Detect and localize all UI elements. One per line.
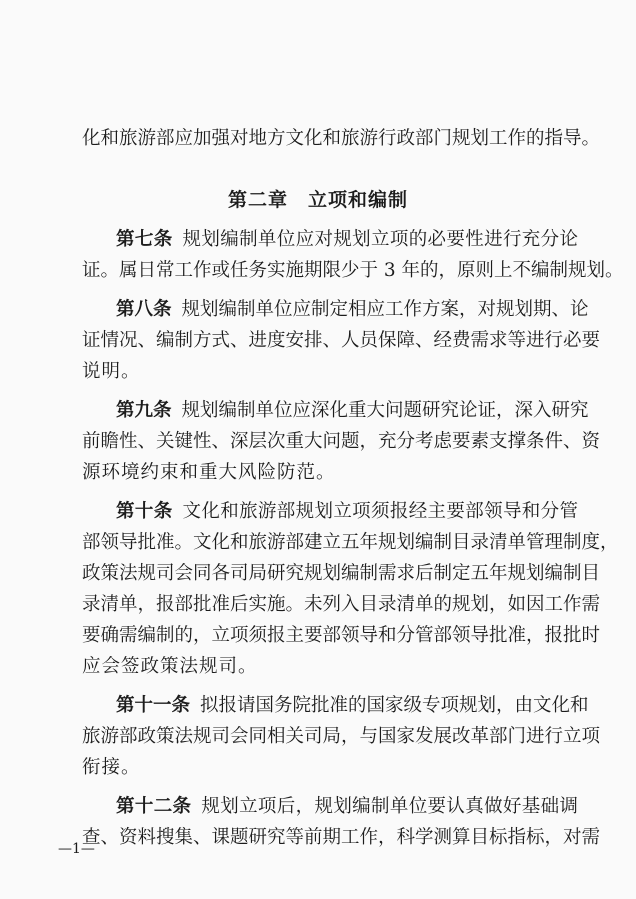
article-8-line-2: 证情况、编制方式、进度安排、人员保障、经费需求等进行必要	[82, 330, 601, 351]
article-10-number: 第十条	[116, 501, 173, 522]
article-10-line-5: 要确需编制的，立项须报主要部领导和分管部领导批准，报批时	[82, 625, 601, 646]
article-11-line-2: 旅游部政策法规司会同相关司局，与国家发展改革部门进行立项	[82, 726, 601, 747]
article-10-line-4: 录清单，报部批准后实施。未列入目录清单的规划，如因工作需	[82, 594, 601, 615]
article-7-line-2: 证。属日常工作或任务实施期限少于 3 年的，原则上不编制规划。	[82, 260, 624, 281]
article-9-line-1: 第九条 规划编制单位应深化重大问题研究论证，深入研究	[116, 400, 589, 421]
article-10-line-3: 政策法规司会同各司局研究规划编制需求后制定五年规划编制目	[82, 563, 601, 584]
chapter-title: 第二章 立项和编制	[227, 189, 408, 211]
article-7-number: 第七条	[116, 229, 173, 250]
article-12-line-1: 第十二条 规划立项后，规划编制单位要认真做好基础调	[116, 796, 578, 817]
article-9-line-3: 源环境约束和重大风险防范。	[82, 462, 336, 483]
article-8-line-1: 第八条 规划编制单位应制定相应工作方案，对规划期、论	[116, 299, 589, 320]
article-9-number: 第九条	[116, 400, 172, 421]
article-12-number: 第十二条	[116, 796, 192, 817]
article-10-line-2: 部领导批准。文化和旅游部建立五年规划编制目录清单管理制度，	[82, 532, 619, 553]
article-11-number: 第十一条	[116, 695, 191, 716]
article-10-line-6: 应会签政策法规司。	[82, 656, 258, 677]
article-8-number: 第八条	[116, 299, 172, 320]
article-8-line-3: 说明。	[82, 361, 141, 382]
article-7-line-1: 第七条 规划编制单位应对规划立项的必要性进行充分论	[116, 229, 578, 250]
article-10-line-1: 第十条 文化和旅游部规划立项须报经主要部领导和分管	[116, 501, 578, 522]
article-11-line-1: 第十一条 拟报请国务院批准的国家级专项规划，由文化和	[116, 695, 589, 716]
intro-tail-line: 化和旅游部应加强对地方文化和旅游行政部门规划工作的指导。	[82, 128, 601, 149]
page-number: —1—	[58, 841, 95, 857]
article-12-line-2: 查、资料搜集、课题研究等前期工作，科学测算目标指标，对需	[82, 827, 601, 848]
article-11-line-3: 衔接。	[82, 757, 141, 778]
article-9-line-2: 前瞻性、关键性、深层次重大问题，充分考虑要素支撑条件、资	[82, 431, 601, 452]
